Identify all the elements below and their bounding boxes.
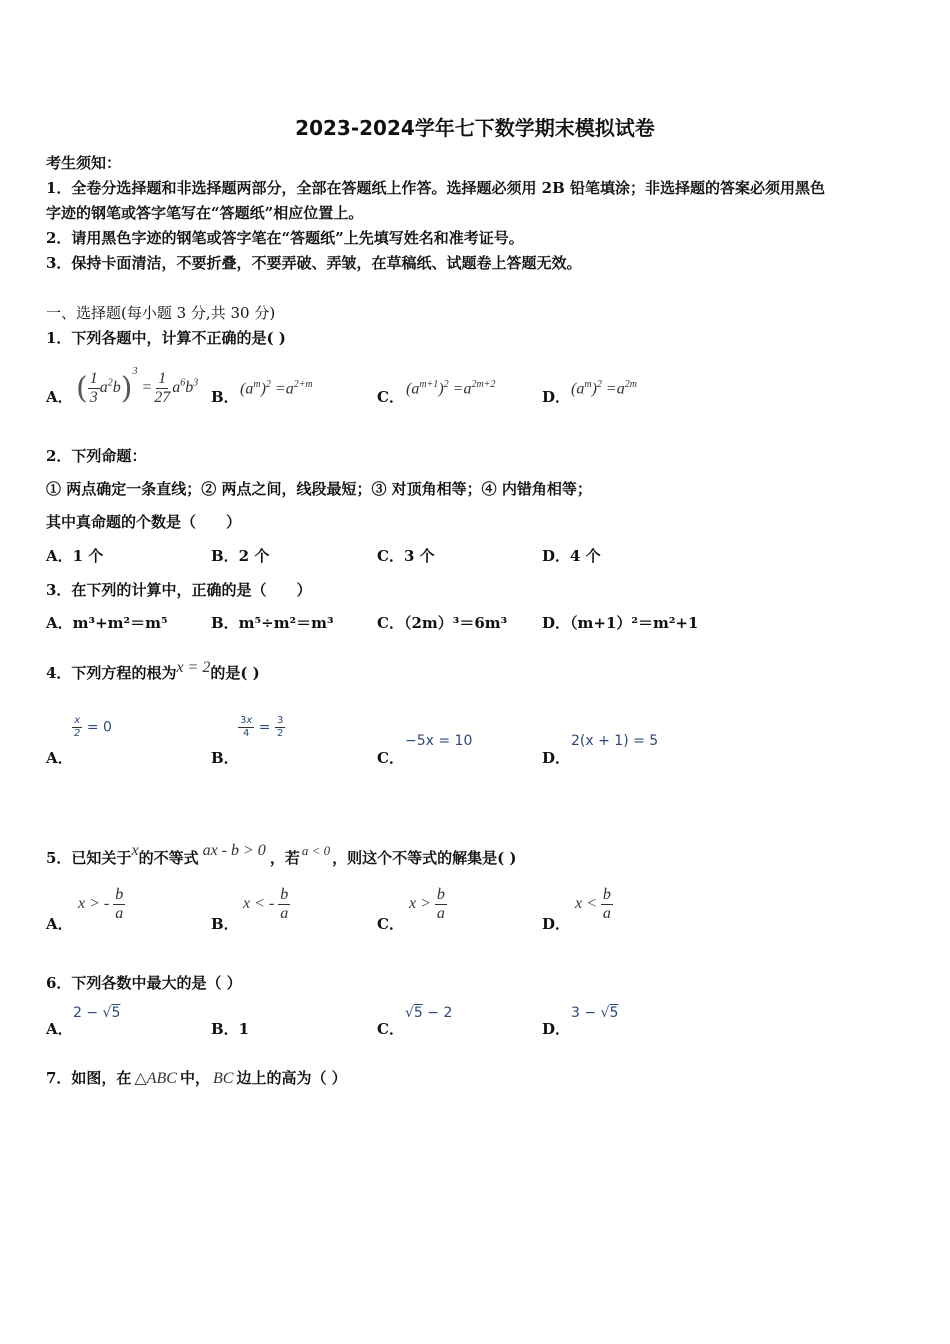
- q1-option-b-label: B．: [211, 388, 239, 406]
- q1-option-d-label: D．: [542, 388, 571, 406]
- q4-stem-b: 的是( ): [210, 664, 260, 682]
- q6-option-c-expr: √5 − 2: [405, 1005, 453, 1021]
- notice-line-2: 2．请用黑色字迹的钢笔或答字笔在“答题纸”上先填写姓名和准考证号。: [46, 229, 524, 247]
- q5-option-b-label: B．: [211, 915, 239, 933]
- q6-option-d-expr: 3 − √5: [571, 1005, 619, 1021]
- q7-stem-c: 边上的高为（ ）: [236, 1069, 347, 1087]
- q1-option-c-expr: $(a^{m+1})^2 =a^{2m+2}$: [406, 379, 496, 398]
- q2-ask: 其中真命题的个数是（ ）: [46, 513, 242, 531]
- q5-option-b-expr: x < - $\frac{b}{a}$: [243, 886, 289, 922]
- q1-option-b-expr: $(a^m)^2 =a^{2+m}$: [240, 379, 313, 398]
- q4-option-b-expr: $\frac{3x}{4}$ = $\frac{3}{2}$: [240, 715, 284, 739]
- q1-option-c-label: C．: [377, 388, 404, 406]
- q4-option-c-expr: −5x = 10: [405, 733, 473, 749]
- q7-stem: [46, 1067, 347, 1088]
- q5-variable: x: [131, 842, 139, 859]
- q5-option-a-label: A．: [46, 915, 73, 933]
- q5-option-d-expr: x < $\frac{b}{a}$: [575, 886, 611, 922]
- q5-stem-d: ，则这个不等式的解集是( ): [332, 849, 517, 867]
- q7-stem-a: 7．如图，在: [46, 1069, 132, 1087]
- q4-option-d-label: D．: [542, 749, 571, 767]
- q6-option-d-label: D．: [542, 1020, 571, 1038]
- q2-option-a: A．1 个: [46, 547, 104, 565]
- q1-option-d-expr: $(a^m)^2 =a^{2m}$: [571, 379, 637, 398]
- q4-stem-a: 4．下列方程的根为: [46, 664, 177, 682]
- q2-option-c: C．3 个: [377, 547, 435, 565]
- q3-option-b: B．m⁵÷m²＝m³: [211, 614, 334, 632]
- q4-option-c-label: C．: [377, 749, 404, 767]
- q3-option-a: A．m³+m²＝m⁵: [46, 614, 168, 632]
- q6-option-a-label: A．: [46, 1020, 73, 1038]
- q5-condition: a < 0: [301, 843, 331, 858]
- q4-option-d-expr: 2(x + 1) = 5: [571, 733, 659, 749]
- q5-option-c-label: C．: [377, 915, 404, 933]
- q1-option-a-expr: ( $\frac{1}{3}$ $a^2b)^3$ = $\frac{1}{27}$ $a^6b^3$: [76, 366, 199, 406]
- q4-option-a-expr: $\frac{x}{2}$ = 0: [74, 715, 112, 739]
- q6-option-b: B．1: [211, 1020, 250, 1038]
- q5-inequality: ax - b > 0: [202, 842, 266, 859]
- q5-option-a-expr: x > - $\frac{b}{a}$: [78, 886, 124, 922]
- q4-option-b-label: B．: [211, 749, 239, 767]
- q7-side: BC: [213, 1070, 234, 1087]
- notice-line-1b: 字迹的钢笔或答字笔写在“答题纸”相应位置上。: [46, 204, 364, 222]
- q3-option-d: D．（m+1）²＝m²+1: [542, 614, 699, 632]
- q2-option-d: D．4 个: [542, 547, 601, 565]
- q5-option-d-label: D．: [542, 915, 571, 933]
- q2-stem: 2．下列命题：: [46, 447, 147, 465]
- q3-stem: 3．在下列的计算中，正确的是（ ）: [46, 581, 312, 599]
- notice-heading: 考生须知：: [46, 154, 122, 172]
- q4-root: x = 2: [176, 659, 211, 676]
- notice-line-1: 1．全卷分选择题和非选择题两部分，全部在答题纸上作答。选择题必须用 2B 铅笔填涂；非选择题的答案必须用黑色: [46, 179, 826, 197]
- q4-stem: [46, 659, 260, 683]
- q6-option-a-expr: 2 − √5: [73, 1005, 121, 1021]
- q3-option-c: C．（2m）³＝6m³: [377, 614, 508, 632]
- q4-option-a-label: A．: [46, 749, 73, 767]
- q5-stem: [46, 842, 517, 868]
- notice-line-3: 3．保持卡面清洁，不要折叠，不要弄破、弄皱，在草稿纸、试题卷上答题无效。: [46, 254, 582, 272]
- q7-triangle: △ABC: [134, 1070, 177, 1087]
- q5-stem-b: 的不等式: [138, 849, 199, 867]
- q6-option-c-label: C．: [377, 1020, 404, 1038]
- q5-option-c-expr: x > $\frac{b}{a}$: [409, 886, 445, 922]
- q2-propositions: ① 两点确定一条直线；② 两点之间，线段最短；③ 对顶角相等；④ 内错角相等；: [46, 480, 592, 498]
- q7-stem-b: 中，: [179, 1069, 210, 1087]
- section-heading: 一、选择题(每小题 3 分,共 30 分): [46, 304, 276, 322]
- q2-option-b: B．2 个: [211, 547, 270, 565]
- q5-stem-a: 5．已知关于: [46, 849, 132, 867]
- page-title: 2023-2024学年七下数学期末模拟试卷: [295, 116, 655, 140]
- q5-stem-c: ，若: [269, 849, 300, 867]
- q1-option-a-label: A．: [46, 388, 73, 406]
- q1-stem: 1．下列各题中，计算不正确的是( ): [46, 329, 286, 347]
- q6-stem: 6．下列各数中最大的是（ ）: [46, 974, 242, 992]
